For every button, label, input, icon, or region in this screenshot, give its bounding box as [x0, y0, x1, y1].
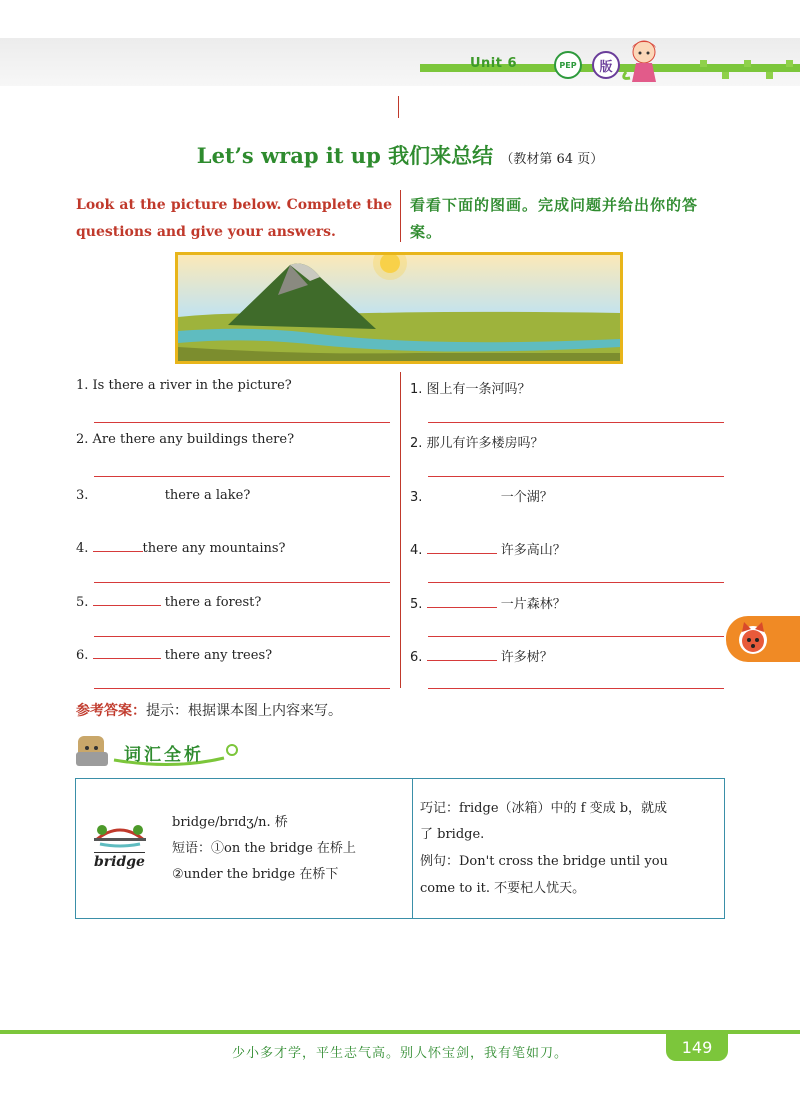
question-en-2 [76, 432, 294, 447]
vocab-tip-line-1: 巧记：fridge（冰箱）中的 f 变成 b，就成 [420, 801, 668, 816]
answer-line[interactable] [428, 636, 724, 637]
title-page-ref: （教材第 64 页） [500, 152, 604, 167]
question-text: Are there any buildings there? [92, 432, 295, 447]
question-en-1 [76, 378, 292, 393]
vocab-section-title: 词汇全析 [124, 745, 204, 765]
header-band [0, 38, 800, 86]
header-check-square [744, 60, 751, 67]
answer-line[interactable] [428, 582, 724, 583]
vocab-example-line-1: 例句：Don't cross the bridge until you [420, 854, 668, 869]
question-number: 5. [76, 595, 89, 610]
question-text: there a forest? [164, 595, 262, 610]
question-number: 1. [410, 382, 423, 397]
question-number: 2. [410, 436, 423, 451]
question-text: 许多高山？ [500, 543, 566, 558]
header-check-square [786, 60, 793, 67]
question-number: 3. [76, 488, 89, 503]
question-text: Is there a river in the picture? [92, 378, 292, 393]
bridge-word-label: bridge [94, 854, 145, 870]
unit-label: Unit 6 [470, 56, 518, 71]
answer-line[interactable] [94, 582, 390, 583]
header-check-square [722, 72, 729, 79]
vocab-phrase-2: ②under the bridge 在桥下 [172, 867, 339, 882]
edition-badge: 版 [592, 51, 620, 79]
vocab-phrase-1: 短语：①on the bridge 在桥上 [172, 841, 356, 856]
fox-mascot-icon [734, 620, 772, 658]
fill-blank[interactable] [93, 646, 161, 659]
answer-line[interactable] [94, 688, 390, 689]
pep-badge: PEP [554, 51, 582, 79]
question-en-5 [76, 593, 261, 610]
fill-blank[interactable] [427, 595, 497, 608]
question-text: there any trees? [164, 648, 273, 663]
fill-blank[interactable] [93, 539, 143, 552]
question-zh-6 [410, 646, 553, 665]
vocab-box-divider [412, 778, 413, 919]
question-number: 4. [76, 541, 89, 556]
question-zh-1 [410, 378, 531, 397]
footer-motto: 少小多才学，平生志气高。别人怀宝剑，我有笔如刀。 [231, 1046, 568, 1061]
vocab-entry: bridge/brɪdʒ/n. 桥 [172, 815, 288, 830]
answer-line[interactable] [428, 688, 724, 689]
reference-answer-label: 参考答案： [76, 703, 146, 719]
instruction-english: Look at the picture below. Complete the questions and give your answers. [76, 197, 392, 240]
question-en-4 [76, 539, 286, 556]
instruction-divider [400, 190, 401, 242]
question-zh-4 [410, 539, 566, 558]
question-text: there any mountains? [142, 541, 286, 556]
question-number: 3. [410, 490, 423, 505]
question-en-6 [76, 646, 272, 663]
mascot-girl-icon [618, 36, 668, 84]
fill-blank[interactable] [93, 593, 161, 606]
question-zh-2 [410, 432, 544, 451]
question-number: 6. [410, 650, 423, 665]
fill-blank[interactable] [427, 541, 497, 554]
question-text: 那儿有许多楼房吗？ [426, 436, 544, 451]
answer-line[interactable] [94, 476, 390, 477]
question-number: 1. [76, 378, 89, 393]
fill-blank[interactable] [93, 486, 161, 499]
question-text: there a lake? [164, 488, 251, 503]
title-main: Let’s wrap it up 我们来总结 [196, 143, 494, 168]
answer-line[interactable] [94, 636, 390, 637]
question-en-3 [76, 486, 250, 503]
fill-blank[interactable] [427, 488, 497, 501]
page-title [0, 140, 800, 170]
fill-blank[interactable] [427, 648, 497, 661]
top-divider [398, 96, 399, 118]
header-check-square [700, 60, 707, 67]
reference-answer-text: 提示：根据课本图上内容来写。 [146, 703, 342, 719]
question-number: 5. [410, 597, 423, 612]
questions-divider [400, 372, 401, 688]
question-number: 2. [76, 432, 89, 447]
question-text: 图上有一条河吗？ [426, 382, 531, 397]
answer-line[interactable] [94, 422, 390, 423]
question-number: 6. [76, 648, 89, 663]
instruction-chinese: 看看下面的图画。完成问题并给出你的答案。 [410, 196, 699, 241]
answer-line[interactable] [428, 422, 724, 423]
question-zh-5 [410, 593, 566, 612]
vocab-example-line-2: come to it. 不要杞人忧天。 [420, 881, 586, 896]
header-check-square [766, 72, 773, 79]
vocab-tip-line-2: 了 bridge. [420, 827, 485, 842]
question-text: 一个湖？ [500, 490, 553, 505]
question-zh-3 [410, 486, 553, 505]
answer-line[interactable] [428, 476, 724, 477]
question-number: 4. [410, 543, 423, 558]
question-text: 许多树？ [500, 650, 553, 665]
page-number: 149 [666, 1033, 728, 1061]
bridge-illustration-icon [92, 818, 148, 850]
landscape-picture [175, 252, 623, 364]
reference-answer [76, 700, 342, 720]
question-text: 一片森林？ [500, 597, 566, 612]
